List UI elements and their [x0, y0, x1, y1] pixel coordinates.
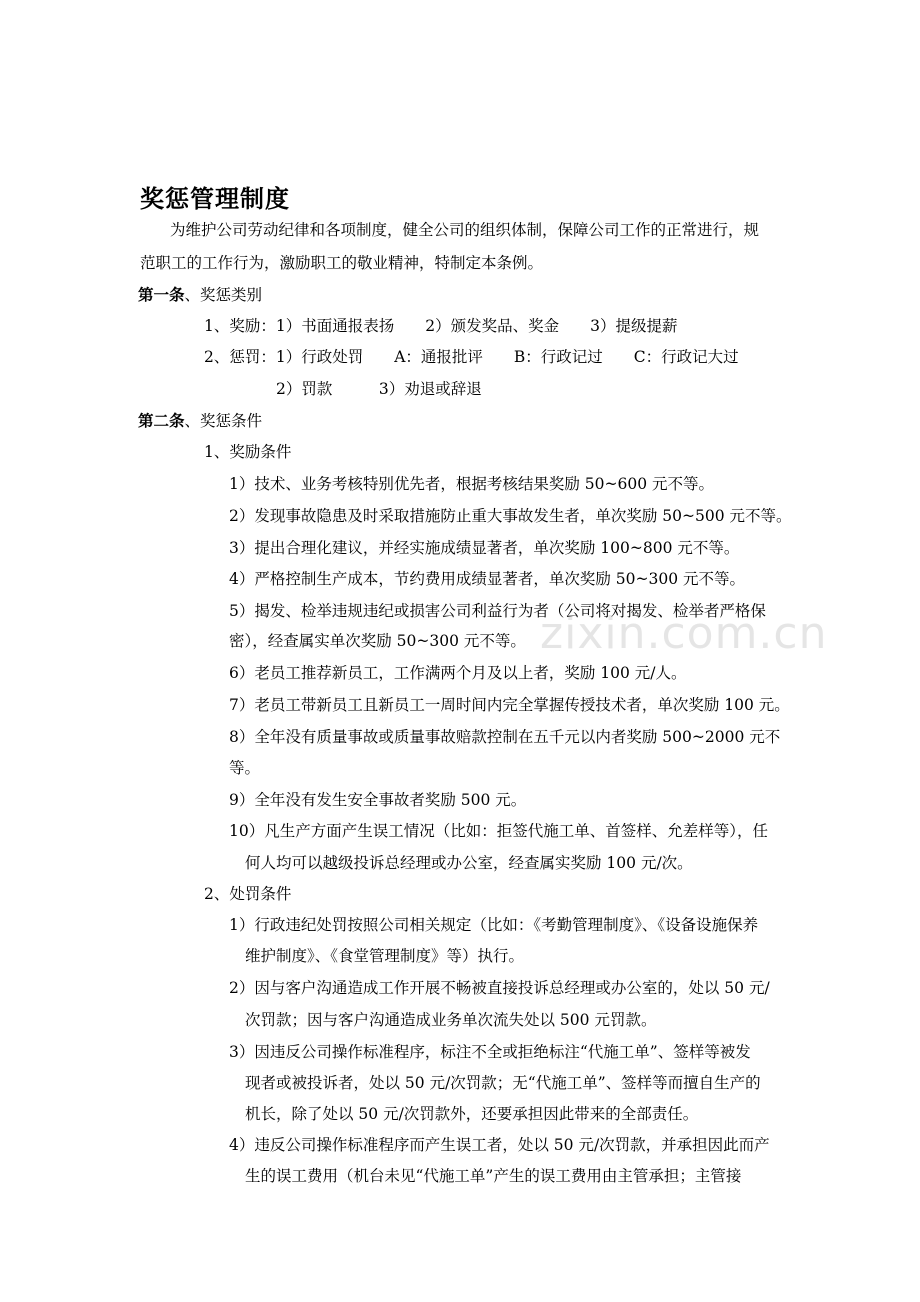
article-label: 第二条 — [138, 412, 185, 430]
reward-item: 8）全年没有质量事故或质量事故赔款控制在五千元以内者奖励 500~2000 元不 — [229, 728, 781, 746]
reward-item: 1）技术、业务考核特别优先者，根据考核结果奖励 50~600 元不等。 — [229, 475, 715, 493]
article-heading — [138, 411, 262, 431]
reward-item: 3）提出合理化建议，并经实施成绩显著者，单次奖励 100~800 元不等。 — [229, 539, 740, 557]
document-title: 奖惩管理制度 — [140, 185, 290, 213]
punish-types-line: 2）罚款 3）劝退或辞退 — [276, 380, 482, 398]
punish-item: 2）因与客户沟通造成工作开展不畅被直接投诉总经理或办公室的，处以 50 元/ — [229, 979, 770, 997]
reward-item: 7）老员工带新员工且新员工一周时间内完全掌握传授技术者，单次奖励 100 元。 — [229, 696, 790, 714]
punish-item: 4）违反公司操作标准程序而产生误工者，处以 50 元/次罚款，并承担因此而产 — [229, 1136, 770, 1154]
article-heading — [138, 285, 262, 305]
reward-item: 4）严格控制生产成本，节约费用成绩显著者，单次奖励 50~300 元不等。 — [229, 570, 746, 588]
reward-item: 5）揭发、检举违规违纪或损害公司利益行为者（公司将对揭发、检举者严格保 — [229, 602, 766, 620]
article-label: 第一条 — [138, 286, 185, 304]
punish-item: 1）行政违纪处罚按照公司相关规定（比如：《考勤管理制度》、《设备设施保养 — [229, 916, 759, 934]
reward-conditions-heading: 1、奖励条件 — [204, 443, 292, 461]
reward-item: 2）发现事故隐患及时采取措施防止重大事故发生者，单次奖励 50~500 元不等。 — [229, 507, 792, 525]
reward-item: 6）老员工推荐新员工，工作满两个月及以上者，奖励 100 元/人。 — [229, 664, 687, 682]
punish-item: 次罚款；因与客户沟通造成业务单次流失处以 500 元罚款。 — [245, 1011, 657, 1029]
punish-item: 机长，除了处以 50 元/次罚款外，还要承担因此带来的全部责任。 — [245, 1105, 699, 1123]
punish-types-line: 2、惩罚：1）行政处罚 A：通报批评 B：行政记过 C：行政记大过 — [204, 348, 739, 366]
reward-item: 9）全年没有发生安全事故者奖励 500 元。 — [229, 791, 527, 809]
punish-conditions-heading: 2、处罚条件 — [204, 885, 292, 903]
punish-item: 3）因违反公司操作标准程序，标注不全或拒绝标注“代施工单”、签样等被发 — [229, 1043, 751, 1061]
intro-line: 范职工的工作行为，激励职工的敬业精神，特制定本条例。 — [140, 254, 544, 272]
reward-types-line: 1、奖励：1）书面通报表扬 2）颁发奖品、奖金 3）提级提薪 — [204, 317, 678, 335]
punish-item: 维护制度》、《食堂管理制度》等）执行。 — [245, 947, 525, 965]
reward-item: 密），经查属实单次奖励 50~300 元不等。 — [229, 632, 526, 650]
punish-item: 现者或被投诉者，处以 50 元/次罚款；无“代施工单”、签样等而擅自生产的 — [245, 1074, 761, 1092]
article-heading-text: 、奖惩类别 — [184, 286, 263, 304]
punish-item: 生的误工费用（机台未见“代施工单”产生的误工费用由主管承担；主管接 — [245, 1167, 742, 1185]
article-heading-text: 、奖惩条件 — [184, 412, 263, 430]
watermark: zixin.com.cn — [540, 608, 828, 659]
intro-line: 为维护公司劳动纪律和各项制度，健全公司的组织体制，保障公司工作的正常进行，规 — [170, 221, 760, 239]
reward-item: 等。 — [229, 759, 261, 777]
reward-item: 10）凡生产方面产生误工情况（比如：拒签代施工单、首签样、允差样等），任 — [229, 822, 768, 840]
reward-item: 何人均可以越级投诉总经理或办公室，经查属实奖励 100 元/次。 — [245, 854, 693, 872]
